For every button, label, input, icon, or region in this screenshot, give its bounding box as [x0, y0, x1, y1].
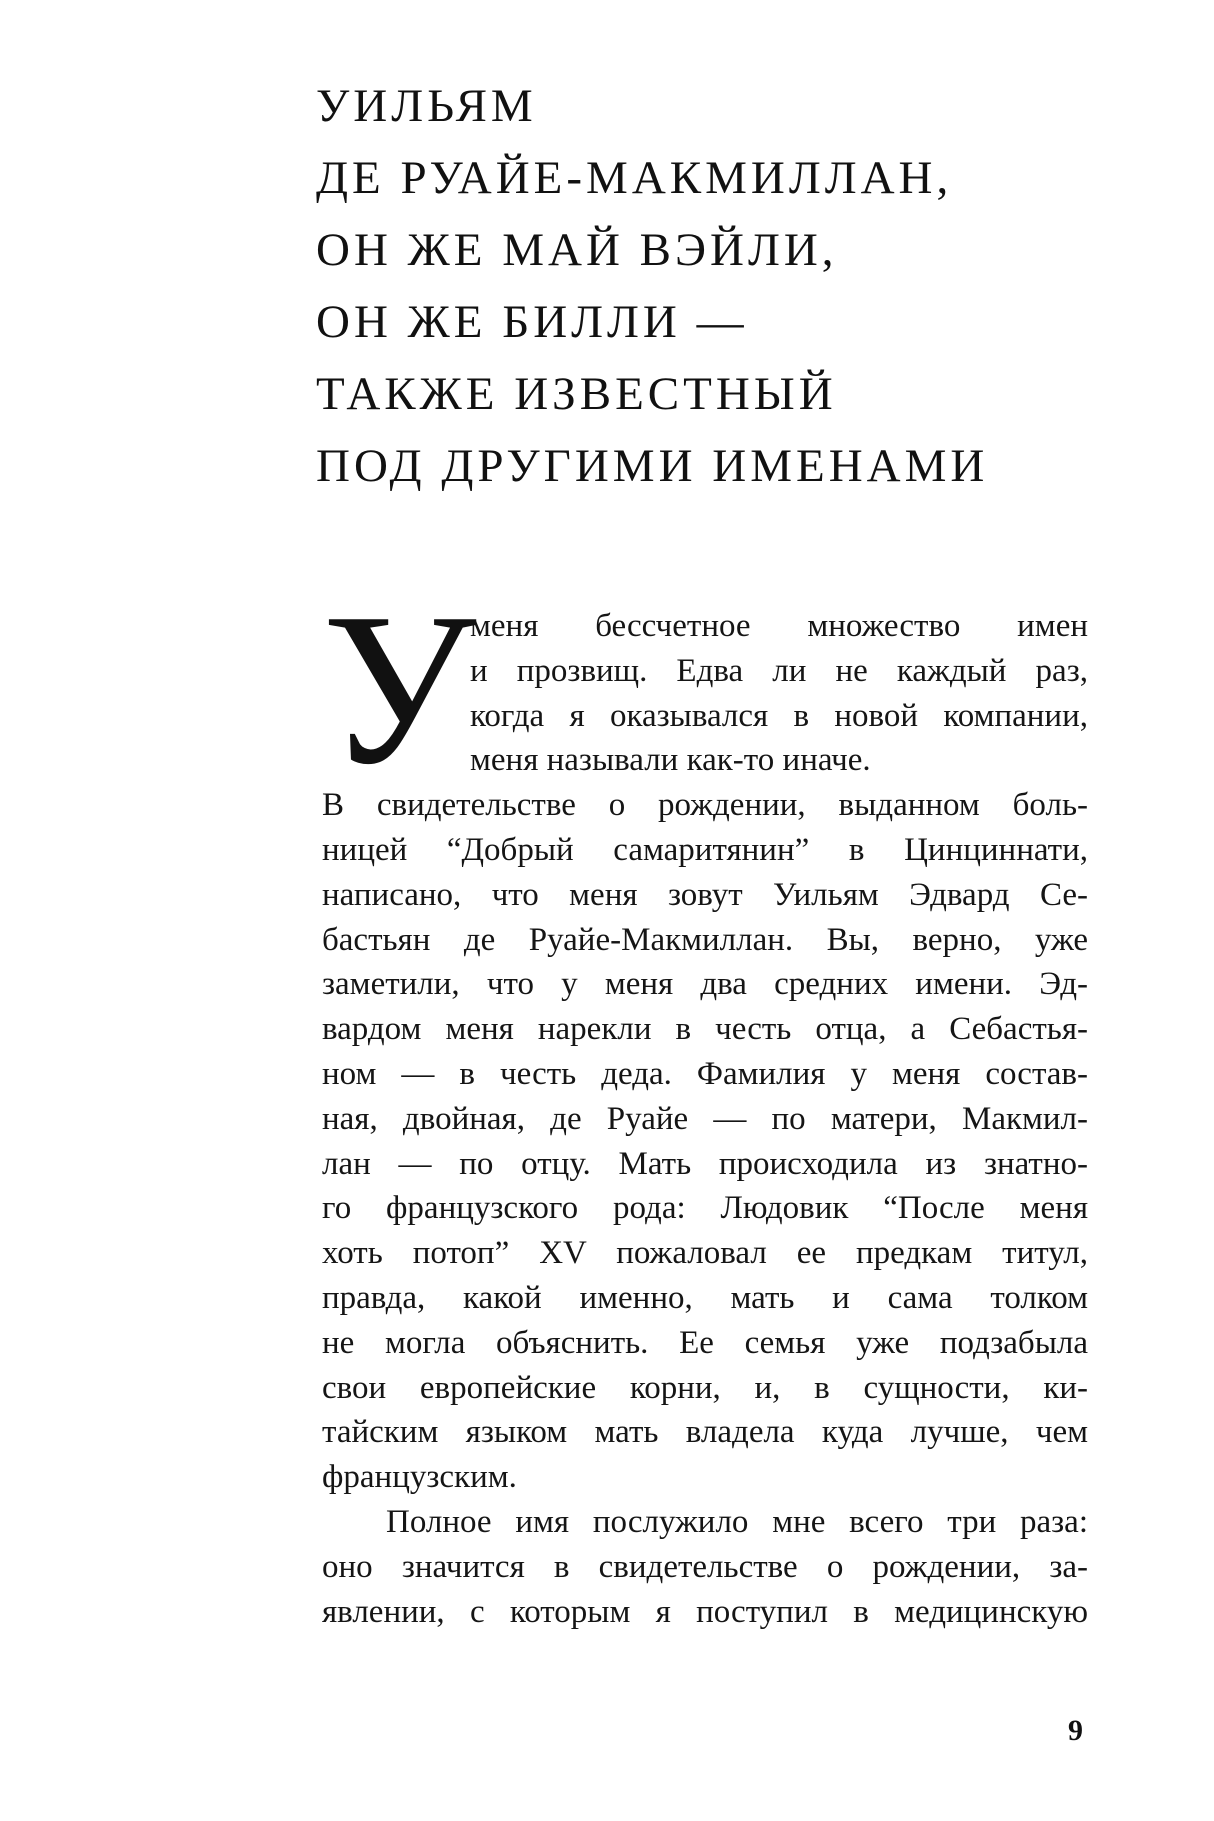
text-line: тайским языком мать владела куда лучше, чем: [322, 1414, 1088, 1451]
chapter-title-line: ОН ЖЕ МАЙ ВЭЙЛИ,: [316, 224, 838, 276]
text-line: свои европейские корни, и, в сущности, ки-: [322, 1369, 1088, 1406]
text-line: явлении, с которым я поступил в медицинскую: [322, 1593, 1088, 1630]
text-line: оно значится в свидетельстве о рождении, за-: [322, 1548, 1088, 1585]
drop-cap: У: [322, 569, 477, 810]
text-line: вардом меня нарекли в честь отца, а Себастья-: [322, 1011, 1088, 1048]
body-text: [322, 569, 1088, 1634]
text-line: французским.: [322, 1459, 517, 1496]
page-number: 9: [1068, 1714, 1083, 1747]
text-line: ном — в честь деда. Фамилия у меня состав-: [322, 1055, 1088, 1092]
text-line: лан — по отцу. Мать происходила из знатно-: [322, 1145, 1088, 1182]
chapter-title-line: ТАКЖЕ ИЗВЕСТНЫЙ: [316, 368, 837, 420]
text-line: когда я оказывался в новой компании,: [470, 697, 1088, 734]
chapter-title-line: ДЕ РУАЙЕ-МАКМИЛЛАН,: [316, 152, 953, 204]
text-line: ная, двойная, де Руайе — по матери, Макмил-: [322, 1100, 1088, 1137]
text-line: меня бессчетное множество имен: [470, 608, 1088, 644]
text-line: го французского рода: Людовик “После меня: [322, 1190, 1088, 1227]
text-line: меня называли как-то иначе.: [470, 742, 871, 779]
text-line: бастьян де Руайе-Макмиллан. Вы, верно, уже: [322, 921, 1088, 958]
paragraph-2: [322, 1500, 1088, 1634]
text-line: заметили, что у меня два средних имени. Эд-: [322, 966, 1088, 1003]
chapter-title-line: ПОД ДРУГИМИ ИМЕНАМИ: [316, 440, 989, 492]
text-line: правда, какой именно, мать и сама толком: [322, 1279, 1088, 1316]
text-line: Полное имя послужило мне всего три раза:: [386, 1503, 1088, 1540]
text-line: хоть потоп” XV пожаловал ее предкам титул,: [322, 1235, 1088, 1272]
text-line: написано, что меня зовут Уильям Эдвард Се-: [322, 876, 1088, 913]
text-line: и прозвищ. Едва ли не каждый раз,: [470, 652, 1088, 689]
text-line: ницей “Добрый самаритянин” в Цинциннати,: [322, 831, 1088, 868]
text-line: В свидетельстве о рождении, выданном боль-: [322, 787, 1088, 824]
chapter-title: [316, 70, 1116, 502]
chapter-title-line: УИЛЬЯМ: [316, 80, 537, 132]
text-line: не могла объяснить. Ее семья уже подзабыла: [322, 1324, 1088, 1361]
chapter-title-line: ОН ЖЕ БИЛЛИ —: [316, 296, 748, 348]
